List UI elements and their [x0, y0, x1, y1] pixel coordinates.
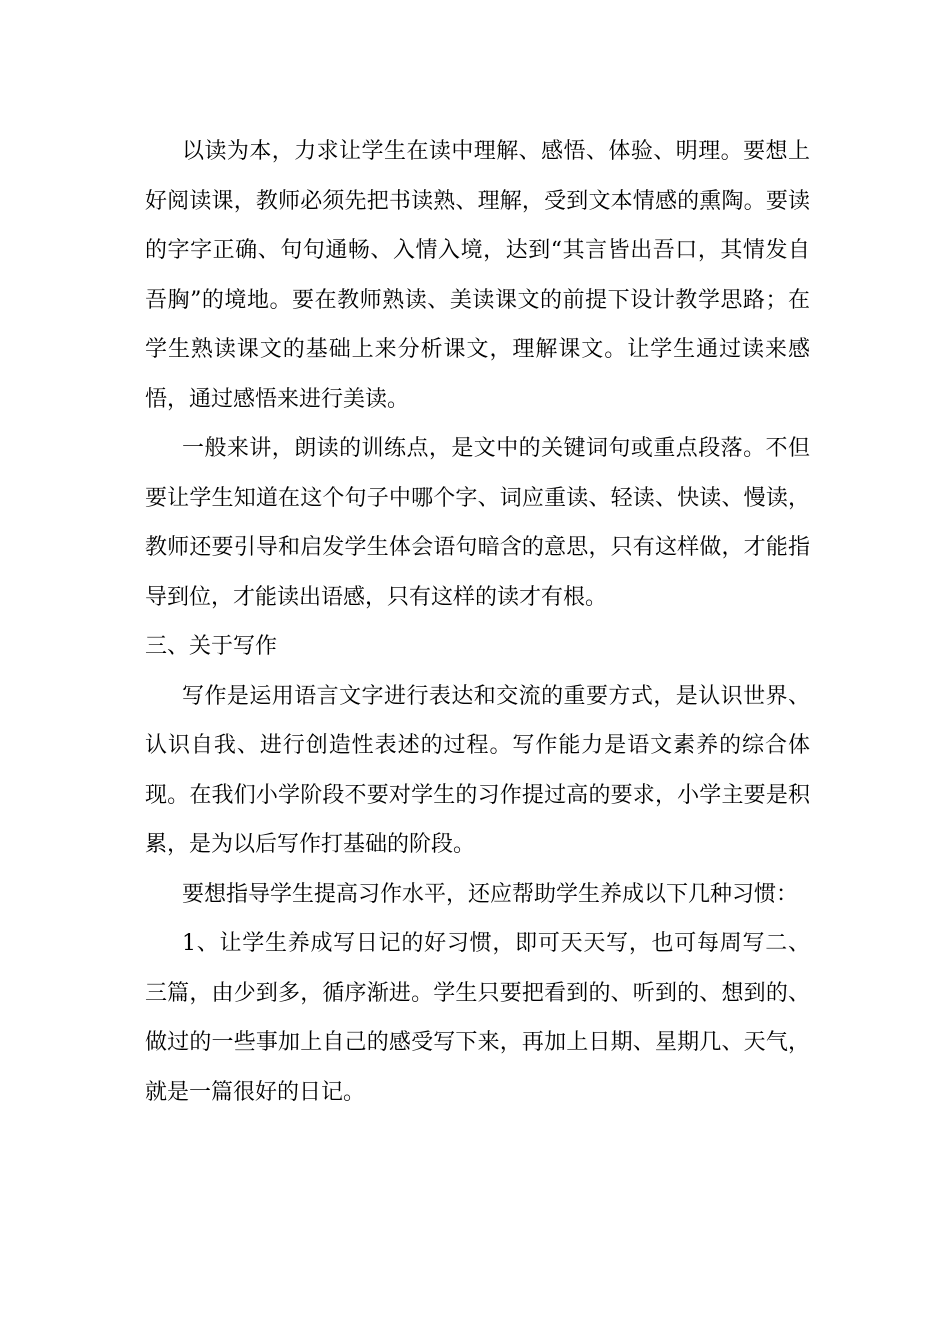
paragraph-writing-habits-intro: 要想指导学生提高习作水平，还应帮助学生养成以下几种习惯：	[182, 881, 799, 907]
paragraph-writing-definition: 写作是运用语言文字进行表达和交流的重要方式，是认识世界、认识自我、进行创造性表述的过程。写作能力是语文素养的综合体现。在我们小学阶段不要对学生的习作提过高的要求，小学主要是积累，是为以后写作打基础的阶段。	[145, 683, 810, 857]
paragraph-reading-training: 一般来讲，朗读的训练点，是文中的关键词句或重点段落。不但要让学生知道在这个句子中哪个字、词应重读、轻读、快读、慢读，教师还要引导和启发学生体会语句暗含的意思，只有这样做，才能指导到位，才能读出语感，只有这样的读才有根。	[145, 436, 810, 610]
document-body	[145, 127, 810, 1117]
paragraph-reading-basis: 以读为本，力求让学生在读中理解、感悟、体验、明理。要想上好阅读课，教师必须先把书读熟、理解，受到文本情感的熏陶。要读的字字正确、句句通畅、入情入境，达到“其言皆出吾口，其情发自吾胸”的境地。要在教师熟读、美读课文的前提下设计教学思路；在学生熟读课文的基础上来分析课文，理解课文。让学生通过读来感悟，通过感悟来进行美读。	[145, 139, 810, 412]
section-heading-writing: 三、关于写作	[145, 634, 278, 659]
paragraph-diary-habit: 1、让学生养成写日记的好习惯，即可天天写，也可每周写二、三篇，由少到多，循序渐进。学生只要把看到的、听到的、想到的、做过的一些事加上自己的感受写下来，再加上日期、星期几、天气，就是一篇很好的日记。	[145, 931, 810, 1105]
